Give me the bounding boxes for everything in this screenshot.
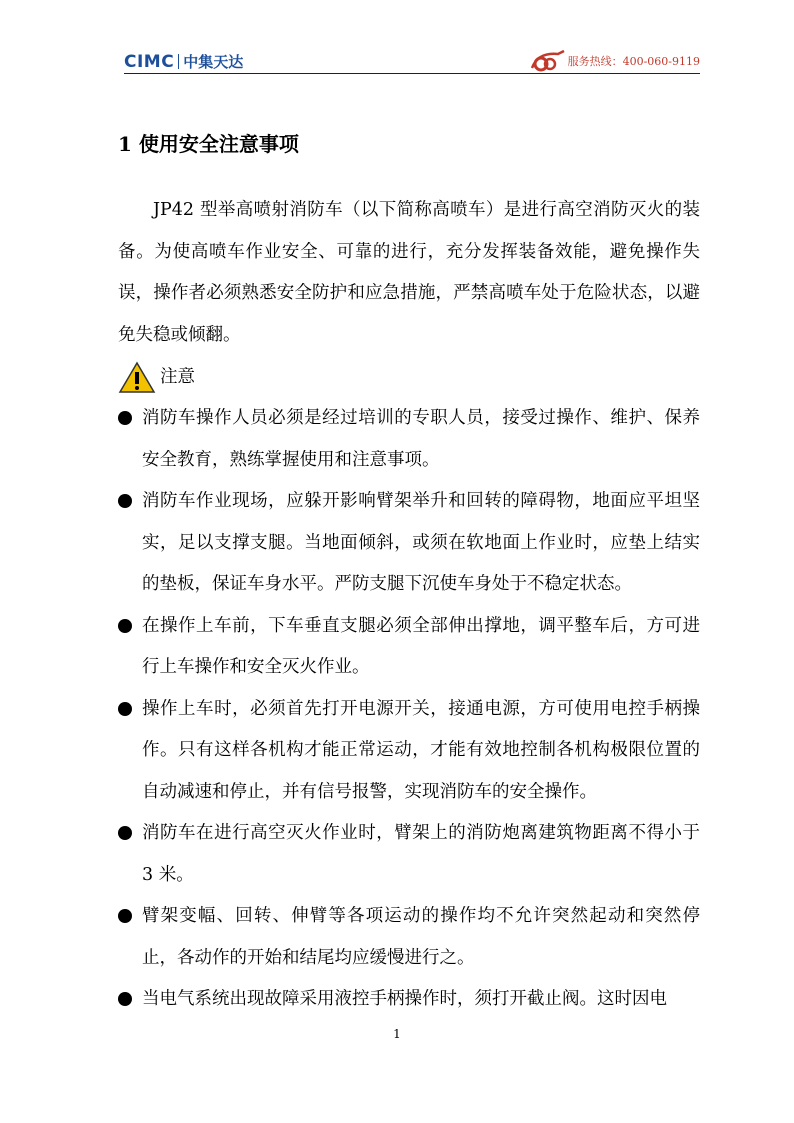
bullet-icon	[118, 619, 132, 633]
warning-icon	[118, 361, 156, 395]
bullet-icon	[118, 702, 132, 716]
list-item: 消防车在进行高空灭火作业时，臂架上的消防炮离建筑物距离不得小于 3 米。	[118, 813, 700, 896]
bullet-icon	[118, 992, 132, 1006]
service-hotline	[528, 48, 700, 74]
list-item: 当电气系统出现故障采用液控手柄操作时，须打开截止阀。这时因电	[118, 979, 700, 1021]
list-item: 消防车操作人员必须是经过培训的专职人员，接受过操作、维护、保养安全教育，熟练掌握使用和注意事项。	[118, 398, 700, 481]
page-number: 1	[393, 1027, 401, 1041]
document-body	[118, 190, 700, 1021]
list-item: 在操作上车前，下车垂直支腿必须全部伸出撑地，调平整车后，方可进行上车操作和安全灭火作业。	[118, 606, 700, 689]
list-item: 操作上车时，必须首先打开电源开关，接通电源，方可使用电控手柄操作。只有这样各机构才能正常运动，才能有效地控制各机构极限位置的自动减速和停止，并有信号报警，实现消防车的安全操作。	[118, 689, 700, 814]
logo-brand: CIMC	[124, 51, 175, 72]
hotline-text: 服务热线：400-060-9119	[567, 55, 700, 68]
list-item: 消防车作业现场，应躲开影响臂架举升和回转的障碍物，地面应平坦坚实，足以支撑支腿。当地面倾斜，或须在软地面上作业时，应垫上结实的垫板，保证车身水平。严防支腿下沉使车身处于不稳定状态。	[118, 481, 700, 606]
list-item: 臂架变幅、回转、伸臂等各项运动的操作均不允许突然起动和突然停止，各动作的开始和结尾均应缓慢进行之。	[118, 896, 700, 979]
header-rule	[124, 73, 700, 74]
bullet-icon	[118, 909, 132, 923]
cimc-logo	[124, 51, 243, 72]
bullet-icon	[118, 411, 132, 425]
safety-list	[118, 398, 700, 1021]
logo-chinese: 中集天达	[183, 53, 244, 71]
footer-rule	[0, 1052, 560, 1057]
intro-paragraph: JP42 型举高喷射消防车（以下简称高喷车）是进行高空消防灭火的装备。为使高喷车作业安全、可靠的进行，充分发挥装备效能，避免操作失误，操作者必须熟悉安全防护和应急措施，严禁高喷车处于危险状态，以避免失稳或倾翻。	[118, 200, 700, 345]
notice-label: 注意	[160, 367, 195, 388]
notice-heading	[118, 358, 700, 398]
hotline-logo-icon	[528, 48, 566, 74]
page-header	[124, 46, 700, 76]
bullet-icon	[118, 494, 132, 508]
bullet-icon	[118, 826, 132, 840]
section-title: 1 使用安全注意事项	[118, 132, 299, 156]
logo-divider	[178, 54, 179, 69]
